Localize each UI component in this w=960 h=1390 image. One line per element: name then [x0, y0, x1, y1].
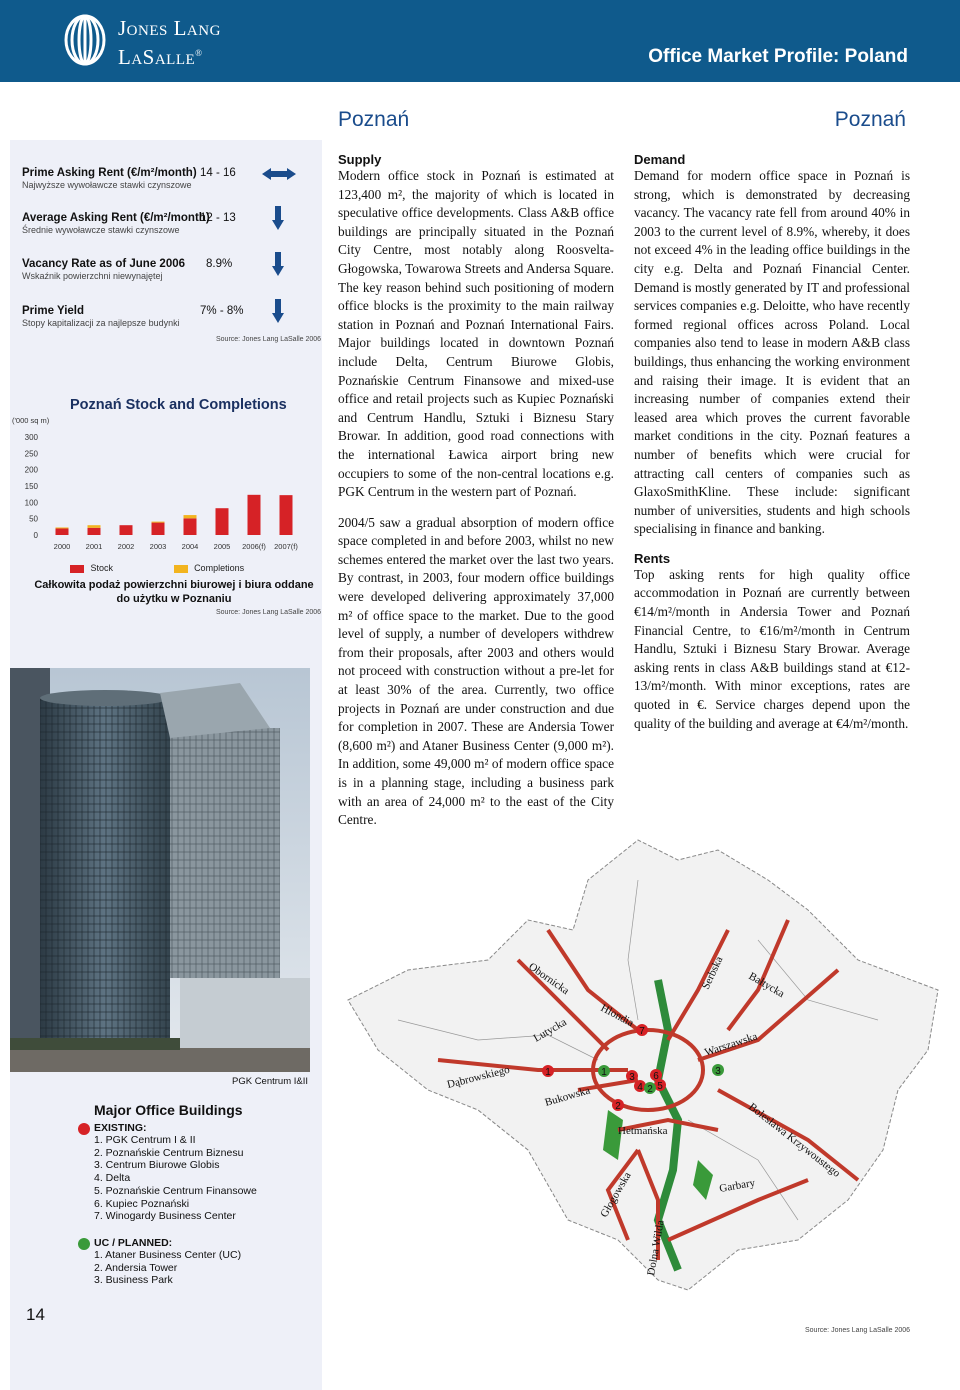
rents-heading: Rents	[634, 550, 671, 566]
metric-value: 7% - 8%	[200, 305, 244, 317]
logo-line1: Jones Lang	[118, 16, 221, 40]
x-tick-label: 2000	[53, 542, 71, 551]
legend-completions-swatch	[174, 565, 188, 573]
list-item: 3. Business Park	[94, 1274, 173, 1287]
metric-sub: Stopy kapitalizacji za najlepsze budynki	[22, 318, 180, 328]
marker-label: 4	[637, 1082, 643, 1093]
legend-stock-swatch	[70, 565, 84, 573]
logo-text	[118, 16, 221, 70]
y-tick-label: 250	[24, 449, 38, 459]
metric-value: 8.9%	[206, 258, 233, 270]
chart-source: Source: Jones Lang LaSalle 2006	[216, 609, 322, 616]
map-source: Source: Jones Lang LaSalle 2006	[805, 1327, 911, 1334]
stock-completions-chart	[10, 425, 310, 560]
rents-paragraph: Top asking rents for high quality office accommodation in Poznań are currently between €14/m²/month in Andersia Tower and Poznań Financial Centre, to €16/m²/month in Centrum Handlu, Sztuki i Biznesu Stary Browar. Average asking rents in class A&B buildings stand at €12-13/m²/month. With minor exceptions, rates are quoted in €. Service charges depend upon the quality of the building and average at €4/m²/month.	[634, 566, 910, 731]
metric-prime-yield	[22, 305, 312, 328]
profile-title: Office Market Profile: Poland	[648, 46, 908, 67]
x-tick-label: 2004	[181, 542, 199, 551]
completions-bar	[56, 527, 69, 528]
street-label: Dąbrowskiego	[445, 1063, 511, 1091]
city-heading-left: Poznań	[338, 108, 410, 131]
marker-label: 2	[615, 1101, 621, 1112]
metric-avg-rent	[22, 212, 312, 235]
street-label: Warszawska	[703, 1030, 759, 1059]
marker-label: 5	[657, 1081, 663, 1092]
logo-line2: LaSalle	[118, 45, 196, 69]
street-label: Serbska	[699, 954, 726, 992]
demand-rents-section	[634, 152, 910, 745]
marker-label: 1	[545, 1067, 551, 1078]
chart-caption: Całkowita podaż powierzchni biurowej i biura oddane do użytku w Poznaniu	[34, 579, 314, 605]
street-label: Lutycka	[531, 1016, 569, 1045]
demand-paragraph: Demand for modern office space in Poznań is strong, which is demonstrated by decreasing vacancy. The vacancy rate fell from around 40% in 2003 to the current level of 8.9%, whereby, it does not exceed 4% in the leading office buildings in the city e.g. Delta and Poznań Financial Center. Demand is mostly generated by IT and professional services companies e.g. Deloitte, who have recently formed regional offices across Poland. Local companies also tend to lease in modern A&B class buildings, thus enhancing the working environment and raising their image. It is evident that an increasing number of companies extend their leased area which proves the current favorable market conditions in the city. Poznań features a number of benefits which were crucial for attracting call centers of companies such as GlaxoSmithKline. These include: significant number of universities, students and high schools specialising in finance and banking.	[634, 168, 910, 537]
street-label: Głogowska	[598, 1170, 634, 1220]
existing-heading: EXISTING:	[94, 1122, 147, 1134]
list-item: 4. Delta	[94, 1172, 131, 1185]
marker-label: 6	[653, 1071, 659, 1082]
completions-bar	[152, 522, 165, 523]
legend-stock-label: Stock	[90, 563, 114, 573]
poznan-map	[338, 820, 948, 1320]
y-tick-label: 300	[24, 433, 38, 442]
supply-paragraph-2: 2004/5 saw a gradual absorption of modern office space completed in and before 2003, whilst no new schemes entered the market over the last two years. By contrast, in 2003, four modern office buildings were developed delivering approximately 37,000 m² of office space to the market. Due to the good level of supply, a number of developers withdrew from their proposals, after 2003 and others would not proceed with construction without a pre-let for at least 30% of the area. Currently, two office projects in Poznań are under construction and due for completion in 2007. These are Andersia Tower (8,600 m²) and Ataner Business Center (9,000 m²). In addition, some 49,000 m² of modern office space is in a planning stage, including a business park with an area of 24,000 m² to the east of the City Centre.	[338, 514, 614, 828]
city-heading-right: Poznań	[834, 108, 906, 131]
chart-y-unit: ('000 sq m)	[12, 416, 50, 425]
buildings-title: Major Office Buildings	[94, 1102, 243, 1118]
marker-label: 3	[629, 1072, 635, 1083]
metric-label: Prime Yield	[22, 305, 85, 317]
y-tick-label: 100	[24, 498, 38, 508]
planned-section	[78, 1237, 318, 1287]
existing-section	[78, 1122, 318, 1223]
list-item: 5. Poznańskie Centrum Finansowe	[94, 1184, 257, 1197]
street-label: Obornicka	[526, 960, 572, 998]
metric-sub: Najwyższe wywoławcze stawki czynszowe	[22, 180, 192, 190]
city-boundary	[348, 840, 938, 1290]
down-arrow-icon	[272, 252, 284, 276]
down-arrow-icon	[272, 299, 284, 323]
list-item: 2. Andersia Tower	[94, 1261, 178, 1274]
stock-bar	[88, 528, 101, 535]
building-photo	[10, 668, 310, 1072]
major-buildings	[78, 1102, 318, 1287]
legend-completions-label: Completions	[194, 563, 245, 573]
stock-bar	[120, 525, 133, 535]
down-arrow-icon	[272, 206, 284, 230]
street-label: Garbary	[718, 1176, 757, 1195]
chart-legend	[70, 563, 244, 573]
x-tick-label: 2007(f)	[274, 542, 298, 551]
green-marker-icon	[78, 1238, 90, 1250]
supply-heading: Supply	[338, 152, 382, 167]
metrics-source: Source: Jones Lang LaSalle 2006	[216, 336, 322, 343]
stock-bar	[248, 495, 261, 535]
metric-label: Vacancy Rate as of June 2006	[22, 258, 186, 270]
stock-bar	[184, 518, 197, 535]
street-label: Hetmańska	[618, 1125, 668, 1137]
street-label: Hlondia	[598, 1002, 636, 1030]
x-tick-label: 2005	[213, 542, 231, 551]
metric-sub: Średnie wywoławcze stawki czynszowe	[22, 225, 180, 235]
list-item: 7. Winogardy Business Center	[94, 1210, 236, 1223]
chart-title: Poznań Stock and Completions	[70, 397, 287, 413]
marker-label: 3	[715, 1066, 721, 1077]
supply-paragraph-1: Modern office stock in Poznań is estimated at 123,400 m², the majority of which is located in speculative office developments. Class A&B office buildings are principally situated in the Poznań City Centre, most notably along Roosvelta-Głogowska, Towarowa Streets and Andersa Square. The key reason behind such positioning of modern office blocks is the proximity to the main railway station in Poznań and Poznań International Fairs. Major buildings located in downtown Poznań include Delta, Centrum Biurowe Globis, Poznańskie Centrum Finansowe and mixed-use office and retail projects such as Kupiec Poznański and Centrum Handlu, Sztuki i Biznesu Stary Browar. In addition, good road connections with the international Ławica airport bring new occupiers to some of the non-central locations e.g. PGK Centrum in the western part of Poznań.	[338, 168, 614, 500]
street-label: Bukowska	[543, 1084, 592, 1109]
metric-label: Prime Asking Rent (€/m²/month)	[22, 167, 197, 179]
completions-bar	[184, 515, 197, 518]
y-tick-label: 0	[33, 531, 38, 540]
completions-bar	[88, 525, 101, 528]
y-tick-label: 150	[24, 482, 38, 491]
page-number: 14	[26, 1305, 45, 1324]
x-tick-label: 2001	[85, 542, 103, 551]
metric-sub: Wskaźnik powierzchni niewynajętej	[22, 271, 163, 281]
metric-label: Average Asking Rent (€/m²/month)	[22, 212, 210, 224]
red-marker-icon	[78, 1123, 90, 1135]
street-label: Bałtycka	[746, 970, 787, 1001]
x-tick-label: 2003	[149, 542, 167, 551]
planned-heading: UC / PLANNED:	[94, 1236, 173, 1249]
x-tick-label: 2002	[117, 542, 135, 551]
y-tick-label: 200	[24, 465, 38, 475]
stock-bar	[152, 523, 165, 535]
street-label: Dolna Wilda	[645, 1219, 667, 1277]
stock-bar	[56, 528, 69, 535]
marker-label: 7	[639, 1026, 645, 1037]
stock-bar	[280, 495, 293, 535]
logo-icon	[64, 14, 106, 66]
stable-arrow-icon	[262, 167, 296, 181]
marker-label: 1	[601, 1067, 607, 1078]
metric-prime-rent	[22, 167, 312, 190]
stock-bar	[216, 508, 229, 535]
marker-label: 2	[647, 1084, 653, 1095]
street-label: Bolesława Krzywoustego	[746, 1100, 843, 1180]
metric-value: 14 - 16	[200, 167, 236, 179]
y-tick-label: 50	[29, 514, 38, 524]
list-item: 6. Kupiec Poznański	[94, 1197, 190, 1210]
list-item: 1. PGK Centrum I & II	[94, 1134, 196, 1146]
supply-section	[338, 152, 614, 842]
logo-reg: ®	[195, 48, 203, 58]
x-tick-label: 2006(f)	[242, 542, 266, 551]
photo-caption: PGK Centrum I&II	[232, 1076, 309, 1087]
list-item: 2. Poznańskie Centrum Biznesu	[94, 1146, 244, 1159]
list-item: 1. Ataner Business Center (UC)	[94, 1248, 242, 1261]
list-item: 3. Centrum Biurowe Globis	[94, 1159, 220, 1172]
demand-heading: Demand	[634, 152, 686, 167]
metric-value: 12 - 13	[200, 212, 236, 224]
metric-vacancy	[22, 258, 312, 281]
